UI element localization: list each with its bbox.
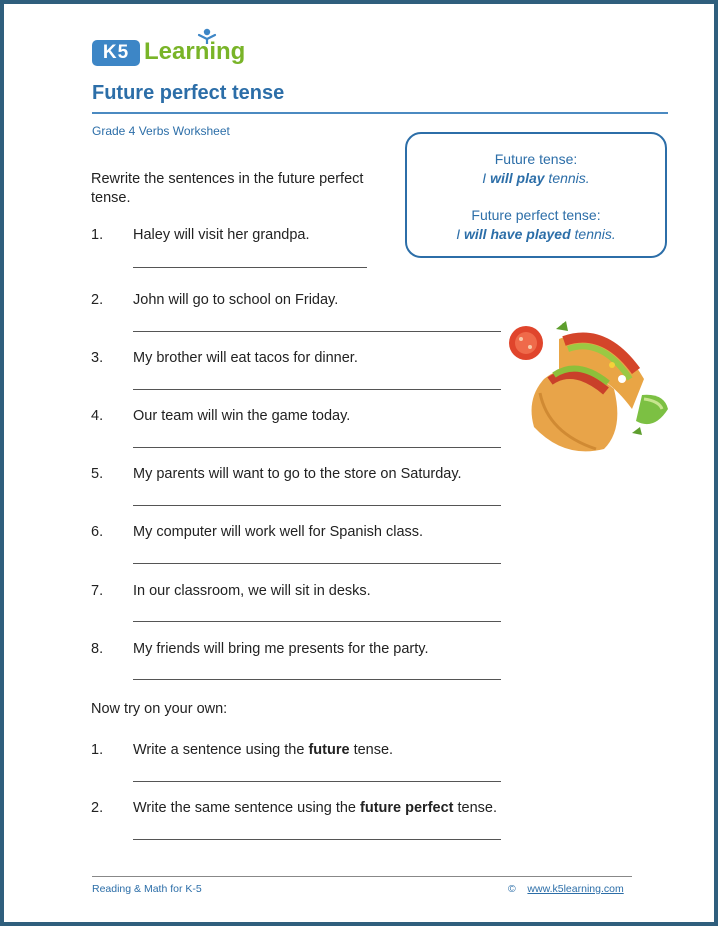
logo-person-icon [196,28,218,48]
copyright-symbol: © [508,883,516,895]
future-tense-label: Future tense: [494,151,578,167]
answer-line[interactable] [133,621,501,622]
footer-copyright [508,883,624,895]
worksheet-subtitle: Grade 4 Verbs Worksheet [92,124,230,138]
answer-line[interactable] [133,781,501,782]
instructions: Rewrite the sentences in the future perfect tense. [91,171,364,206]
title-divider [92,112,668,114]
answer-line[interactable] [133,505,501,506]
footer-url-link[interactable]: www.k5learning.com [527,883,624,895]
tense-example-box [405,132,667,258]
footer-divider [92,876,632,877]
answer-line[interactable] [133,679,501,680]
section-heading: Now try on your own: [91,701,228,717]
worksheet-page: K5 Learning Future perfect tense Grade 4 Verbs Worksheet Future tense: I will play tennis. Future perfect tense: I will have played tennis. Rewrite the sentences in the future perfect tense. 1. Haley will visit her grandpa. 2. John will go to school on Friday. 3. My brother will eat tacos for dinner. 4. Our team will win the game today. 5. My parents will want to go to the store on Saturday. 6. My computer will work well for Spanish class. 7. In our classroom, we will sit in desks. 8. My friends will bring me presents for the party. Now try on your own: 1. Write a sentence using the future tense. 2. Write the same sentence using the future perfect tense. Reading & Math for K-5 © www.k5learning.com [4,4,714,922]
tacos-illustration-icon [504,309,674,459]
future-perfect-label: Future perfect tense: [471,207,601,223]
footer-tagline: Reading & Math for K-5 [92,883,202,895]
logo-badge: K5 [92,40,140,66]
answer-line[interactable] [133,839,501,840]
answer-line[interactable] [133,267,367,268]
future-perfect-example: I will have played tennis. [456,226,616,242]
logo-text: Learning [144,38,246,65]
answer-line[interactable] [133,447,501,448]
future-tense-example: I will play tennis. [482,170,590,186]
page-title: Future perfect tense [92,82,285,104]
answer-line[interactable] [133,331,501,332]
answer-line[interactable] [133,563,501,564]
answer-line[interactable] [133,389,501,390]
